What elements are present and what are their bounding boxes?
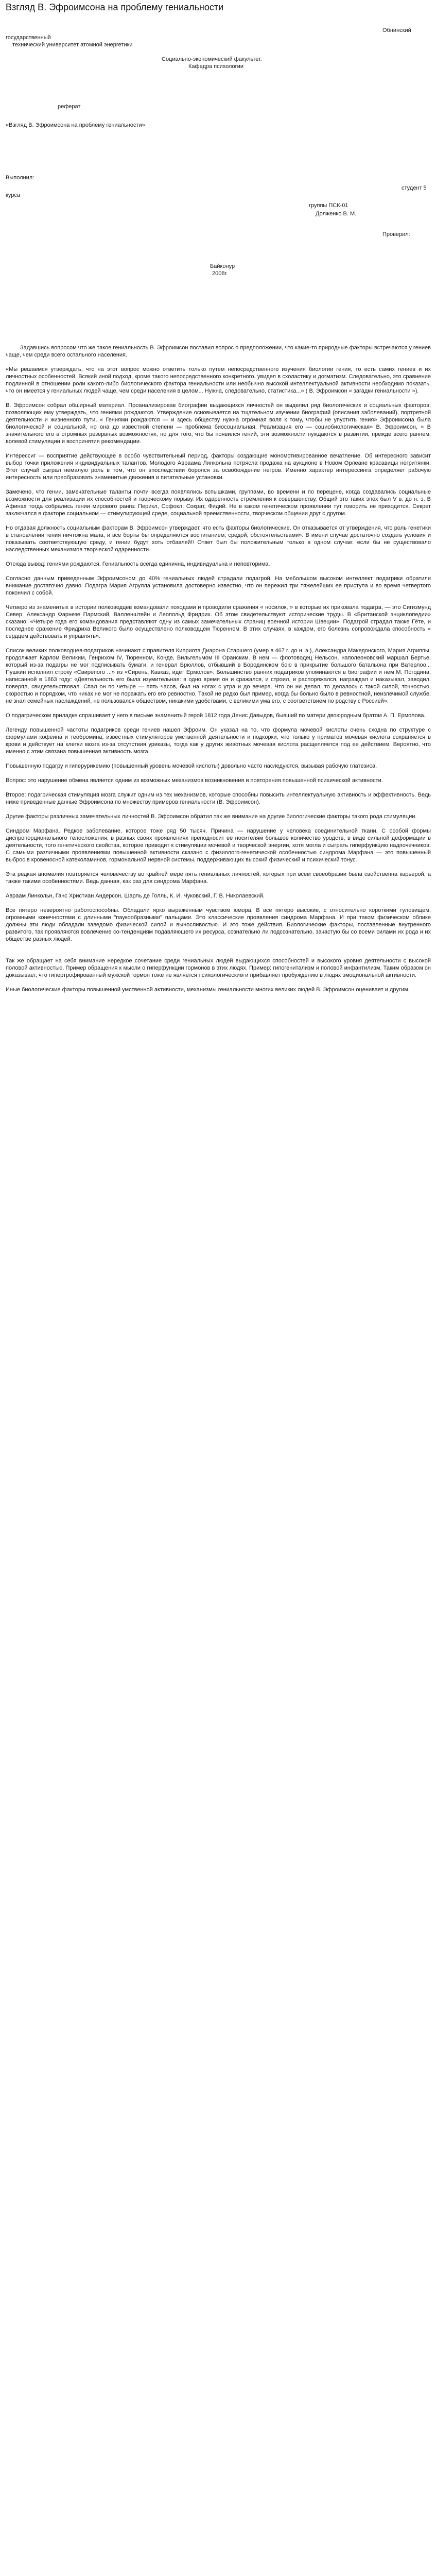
paragraph: Замечено, что гении, замечательные таланты почти всегда появлялись вспышками, группами, во времени и по перецене, когда создавались социальные возможности для реализации их способностей и творческому порыву. Их одаренность стремления к совершенству. Общий это таких эпох был V в. до н. э. В Афинах тогда собрались гении мирового ранга: Перикл, Софокл, Сократ, Фидий. Не в каком генетическом проявлении тут говорить не приходится. Секрет заключался в факторе социальном — стимулирующей среде, социальной преемственности, творческом общении друг с другом. <box>6 489 431 517</box>
paragraph: Другие факторы различных замечательных личностей В. Эфроимсон обратил так же внимание на другие биологические факторы такого рода стимуляции. <box>6 814 417 820</box>
paragraph: Согласно данным приведенным Эфроимсоном до 40% гениальных людей страдали подагрой. На ме6ольшом высоком интеллект подагрики обратили внимание достаточно давно. Подагра Мария Агрулла установила достоверно известно, что он пережил три тяжелейших ее приступа и во время четвертого покончил с собой. <box>6 575 431 596</box>
cover-student-name: Долженко В. М. <box>316 211 357 217</box>
paragraph: Повышенную подагру и гиперурикемию (повышенный уровень мочевой кислоты) довольно часто наследуются, вызывая рабочую глатезиса. <box>6 763 377 769</box>
cover-checked-by-label: Проверил: <box>382 231 410 238</box>
cover-group: группы ПСК-01 <box>309 202 348 209</box>
cover-year: 2008г. <box>212 270 228 277</box>
paragraph: Четверо из знаменитых в истории полководцев командовали походами и проводили сражения « носилок, » в которые их приковала подагра, — это Сигизмунд Север, Александр Фарнезе Пармский, Валленштейн и Леопольд Фридрих. Об этом свидетельствуют исторические труды. В «Британской энциклопедии» сказано: «Четыре года его командования представляют одну из самых замечательных страниц военной истории Швеции». Подагрой страдал также Гёте, и последнее сражение Фридриха Великого было осуществлено полководцем Тюренном. В этих случаях, в каждом, его болезнь сопровождала способность « сердцем действовать и управлять». <box>6 604 431 639</box>
document-title: Взгляд В. Эфроимсона на проблему гениальности <box>6 2 224 12</box>
cover-university-line-1: Обнинский <box>382 27 411 33</box>
cover-university-line-2: государственный <box>6 35 51 41</box>
paragraph: О подагрическом приладке спрашивает у него в письме знаменитый герой 1812 года Денис Давыдов, бывший по матери двоюродным братом А. П. Ермолова. <box>6 713 426 719</box>
cover-faculty: Социально-экономический факультет. <box>162 56 262 62</box>
paragraph: Вопрос: это нарушение обмена является одним из возможных механизмов возникновения и повторения повышенной психической активности. <box>6 777 383 784</box>
paragraph: Авраам Линкольн, Ганс Христиан Андерсон, Шарль де Голль, К. И. Чуковский, Г. В. Николаевский. <box>6 893 265 899</box>
cover-performed-by-label: Выполнил: <box>6 175 34 181</box>
paragraph: Так же обращает на себя внимание нередкое сочетание среди гениальных людей выдающихся способностей и высокого уровня деятельности с высокой половой активностью. Пример обращения к мысли о гиперфункции гормонов в этих людях. Пример: гипогенитализм и половой инфантилизм. Таким образом он доказывает, что гипертрофированный мужской гормон тоже не является психологическим и прибавляет пробуждению в людях эмоциональной активности. <box>6 958 431 978</box>
paragraph: В. Эфроимсон собрал обширный материал. Проанализировав биографии выдающихся личностей он выделил ряд биологических и социальных факторов, позволяющих ему утверждать, что гениями рождаются. Утверждение основывается на тщательном изучении биографий (описания заболеваний), портретной деятельности и жизненного пути, « Гениями рождаются — и здесь обществу нужна огромная воля к тому, чтобы не упустить гения» Эфроимсона была биологической и социальной, но она до известной степени — проблема биосоциальная. Реализация его — социобиологическая» В. Эфроимсон, » В значительного его в огромных резервных возможностях, но для того, что бы появился гений, эти возможности нуждаются в развитии, прежде всего раннем, волевой стимуляции и воспринятия рекомендации. <box>6 402 431 445</box>
cover-city: Байконур <box>210 263 235 269</box>
paragraph: Синдром Марфана. Редкое заболевание, которое тоже ряд 50 тысяч. Причина — нарушение у человека соединительной ткани. С особой формы диспропорционального телосложения, в разных своих проявлениях преподносит ее носителям большое количество уродств, в виде сильной деформации в деятельности, того генетического свойства, которое приводит к стимуляции мочевой и творческой энергии, хотя могла и сыграть гиперфункцию надпочечников. С самыми различными проявлениями повышенной активности сказано с физиолого-генетической особенностью синдрома Марфана — это повышенный выброс в кровеносной катехоламинов, гормональной нервной системы, поддерживающих высокий физический и психический тонус. <box>6 828 431 863</box>
cover-course-line: курса <box>6 192 21 198</box>
paragraph: Но отдавая должность социальным факторам В. Эфроимсон утверждает, что есть факторы биологические. Он отказывается от утверждения, что роль генетики в становлении гения ничтожна мала, и все борты бы определяются воспитанием, средой, обстоятельствами». В имени случае достаточно создать условия и показывать соответствующую среду, и гении будут хоть отбавляй!! Ответ был бы положительным только в одном случае: если бы не существовало наследственных механизмов творческой одаренности. <box>6 525 431 553</box>
cover-topic: «Взгляд В. Эфроимсона на проблему гениальности» <box>6 122 145 128</box>
cover-doc-type: реферат <box>58 104 81 110</box>
paragraph: Второе: подагрическая стимуляция мозга служит одним из тех механизмов, которые способны повысить интеллектуальную активность и эффективность. Ведь ниже приведенные данные Эфроимсона по множеству примеров гениальности (В. Эфроимсон). <box>6 792 431 805</box>
paragraph: Легенду повышенной частоты подагриков среди гениев нашел Эфроим. Он указал на то, что формула мочевой кислоты очень сходна по структуре с формулами кофеина и теобромина, известных стимуляторов умственной деятельности и подкорки, что только у приматов мочевая кислота сохраняется в крови и действует на клетки мозга из-за отсутствия уриказы, тогда как у других животных мочевая кислота расщепляется под ее действием. Вероятно, что именно с этим связана повышенная активность мозга. <box>6 727 431 755</box>
cover-student-line: студент 5 <box>402 185 427 191</box>
document-body <box>6 344 431 993</box>
paragraph: Эта редкая аномалия повторяется человечеству во крайней мере пять гениальных личностей, которых при всем своеобразии была свойственна карьерой, а также такими особенностями. Ведь данная, как раз для синдрома Марфана. <box>6 871 431 885</box>
paragraph: Задавшись вопросом что же такое гениальность В. Эфроимсон поставил вопрос о предположении, что какие-то природные факторы встречаются у гениев чаще, чем среди всего остального населения. <box>6 345 431 358</box>
paragraph: Иные биологические факторы повышенной умственной активности, механизмы гениальности многих великих людей В. Эфроимсон оценивает и другим. <box>6 987 410 993</box>
paragraph: Отсюда вывод: гениями рождаются. Гениальность всегда единична, индивидуальна и неповторима. <box>6 561 270 567</box>
cover-university-line-3: технический университет атомной энергетики <box>12 42 133 48</box>
paragraph: «Мы решаемся утверждать, что на этот вопрос можно ответить только путем непосредственного изучения биологии гения, то есть самих гениев и их личностных особенностей. Всякий иной подход, кроме такого непосредственного конкретного, увидел в схоластику и догматизм. Следовательно, это сравнение подлинной в отношении роли какого-либо биологического фактора гениальности или необычно высокой интеллектуальной активности необходимо показать, что он имеется у гениальных людей чаще, чем среди населения в целом... Нужна, следовательно, статистика...» ( В. Эфроимсон « загадки гениальности »). <box>6 366 431 394</box>
cover-department: Кафедра психологии <box>188 63 243 70</box>
paragraph: Список великих полководцев-подагриков начинают с правителя Киприота Диарона Старшего (умер в 467 г. до н. э.), Александра Македонского, Мария Агриппы, продолжает Карлом Великим, Генрихом IV, Тюренном, Конде, Вильгельмом III Оранским. В нем — флотоводец Нельсон, наполеоновский маршал Бертье, который из-за подагры не мог подписывать бумаги, и генерал Брюллов, отбывший в Бородинском бою в прикрытие большого батальона при Ватерлоо... Пушкин исполнил строку «Свирепого ...» из «Сирень, Кавказ, идет Ермолов». Большинство ранних подагриков упоминаются в биографии и нем М. Погодина, написанной в 1863 году: «Деятельность его была изумительная: в одно время он и сражался, и строил, и распоряжался, награждал и наказывал, заводил, поверял, свидетельствовал. Спал он по четыре — пять часов, был на ногах с утра и до вечера. Что он ни делал, то делалось с такой силой, точностью, скоростью и порядком, что никак не мог не поражать его его ревностно. Такой не редко был пример, когда бы больно было в ревностной, неизлечимой службе, не знал семейных наслаждений, не пользовался обществом, никакими удобствами, с великими ума его, с соответствием по родству с Россией». <box>6 648 431 704</box>
paragraph: Интерессиг — восприятие действующее в особо чувствительный период, факторы создающие мономотивированное вечатление. Об интересного зависит выбор точки приложения индивидуальных талантов. Молодого Авраама Линкольна потрясла продажа на аукционе в Новом Орлеане красавицы негритянки. Этот случай сыграл немалую роль в том, что он впоследствии боролся за освобождение негров. Именно характер интерессинга определяет рабочую интересность или преобразовать знаменитые движения и питательные установки. <box>6 453 431 481</box>
paragraph: Все пятеро невероятно работоспособны. Обладали ярко выраженным чувством юмора. В все пятеро высокие, с относительно короткими туловищем, огромными конечностями с длинными "паукообразными" пальцами. Это классические проявления синдрома Марфана. И при таком физическом облике должны эти люди обладали заведомо физической силой и выносливостью. И это тоже действия. Биологические факторы, поставленные внутренного развитого, так проявляются вовлечение со-тенденциям подавляющего их ресурса, сознательно ли подсознательно, зачастую бы со всеми силами их рода и их обществе разных людей. <box>6 907 431 942</box>
